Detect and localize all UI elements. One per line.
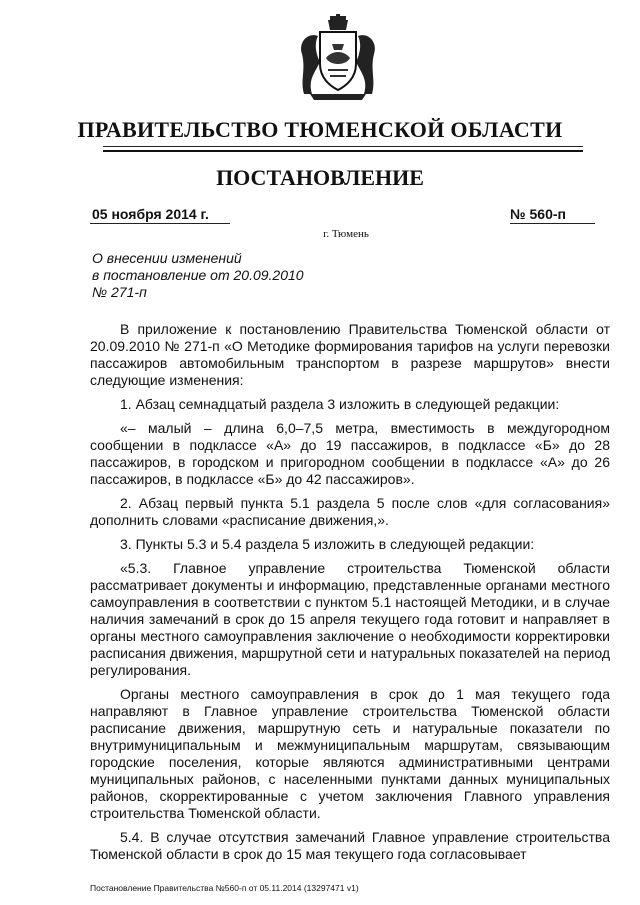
document-date: 05 ноября 2014 г. [92,206,209,222]
body-paragraph: В приложение к постановлению Правительства Тюменской области от 20.09.2010 № 271-п «О Методике формирования тарифов на услуги перевозки пассажиров автомобильным транспортом в разрезе маршрутов» внести следующие изменения: [90,321,610,388]
document-type: ПОСТАНОВЛЕНИЕ [216,165,424,190]
body-paragraph: Органы местного самоуправления в срок до 1 мая текущего года направляют в Главное управление строительства Тюменской области расписание движения, маршрутную сеть и натуральные показатели по внутримуниципальным и межмуниципальным маршрутам, связывающим городские поселения, которые являются административными центрами муниципальных районов, с населенными пунктами данных муниципальных районов, скорректированные с учетом заключения Главного управления строительства Тюменской области. [90,686,610,821]
government-title: ПРАВИТЕЛЬСТВО ТЮМЕНСКОЙ ОБЛАСТИ [77,117,563,142]
body-paragraph: «– малый – длина 6,0–7,5 метра, вместимость в междугородном сообщении в подклассе «А» до 19 пассажиров, в подклассе «Б» до 28 пассажиров, в городском и пригородном сообщении в подклассе «А» до 26 пассажиров, в подклассе «Б» до 42 пассажиров». [90,420,610,487]
number-underline [510,223,595,224]
subject-line: № 271-п [92,284,147,300]
header-rule-thick [103,150,583,152]
header-rule-thin [103,146,583,147]
body-paragraph: «5.3. Главное управление строительства Тюменской области рассматривает документы и информацию, представленные органами местного самоуправления в соответствии с пунктом 5.1 настоящей Методики, и в случае наличия замечаний в срок до 15 апреля текущего года готовит и направляет в органы местного самоуправления заключение о необходимости корректировки расписания движения, маршрутной сети и натуральных показателей на период регулирования. [90,560,610,678]
city: г. Тюмень [323,228,369,240]
subject-line: в постановление от 20.09.2010 [92,267,304,283]
document-subject [92,250,304,301]
date-underline [90,223,230,224]
body-paragraph: 1. Абзац семнадцатый раздела 3 изложить в следующей редакции: [120,396,560,412]
page-footer: Постановление Правительства №560-п от 05.11.2014 (13297471 v1) [90,883,359,893]
document-number: № 560-п [510,206,566,222]
tyumen-coat-of-arms-icon [296,14,380,102]
subject-line: О внесении изменений [92,250,242,266]
document-body [90,321,610,870]
body-paragraph: 5.4. В случае отсутствия замечаний Главное управление строительства Тюменской области в срок до 15 мая текущего года согласовывает [90,829,610,862]
body-paragraph: 2. Абзац первый пункта 5.1 раздела 5 после слов «для согласования» дополнить словами «расписание движения,». [90,495,610,528]
body-paragraph: 3. Пункты 5.3 и 5.4 раздела 5 изложить в следующей редакции: [120,536,535,552]
